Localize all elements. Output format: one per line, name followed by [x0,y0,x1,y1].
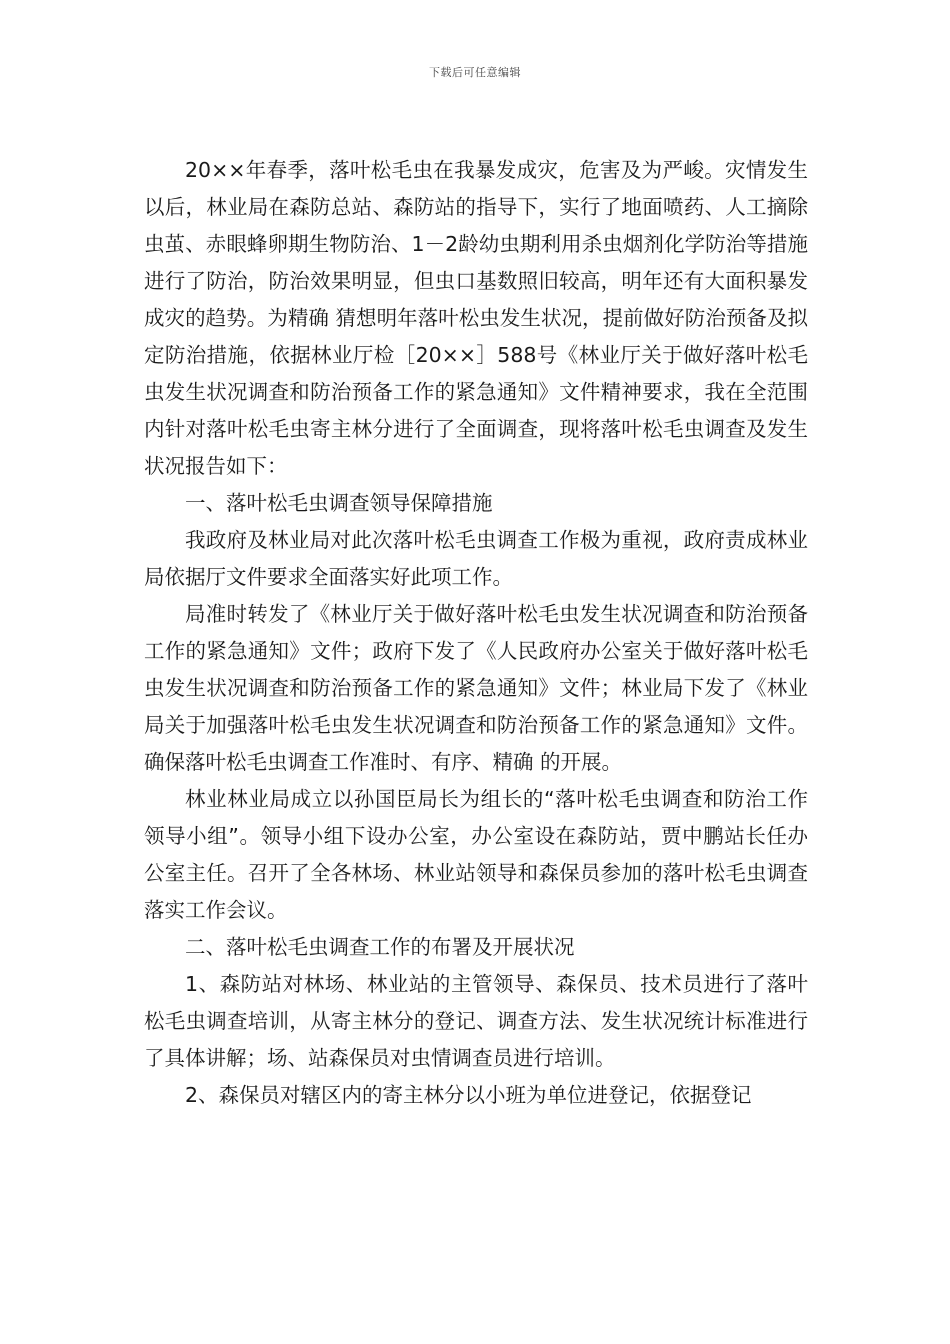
paragraph-intro: 20××年春季，落叶松毛虫在我暴发成灾，危害及为严峻。灾情发生以后，林业局在森防总站、森防站的指导下，实行了地面喷药、人工摘除虫茧、赤眼蜂卵期生物防治、1－2龄幼虫期利用杀虫烟剂化学防治等措施进行了防治，防治效果明显，但虫口基数照旧较高，明年还有大面积暴发成灾的趋势。为精确 猜想明年落叶松虫发生状况，提前做好防治预备及拟定防治措施，依据林业厅检［20××］588号《林业厅关于做好落叶松毛虫发生状况调查和防治预备工作的紧急通知》文件精神要求，我在全范围内针对落叶松毛虫寄主林分进行了全面调查，现将落叶松毛虫调查及发生状况报告如下： [144,158,808,478]
paragraph-section1-c: 林业林业局成立以孙国臣局长为组长的“落叶松毛虫调查和防治工作领导小组”。领导小组下设办公室，办公室设在森防站，贾中鹏站长任办公室主任。召开了全各林场、林业站领导和森保员参加的落叶松毛虫调查落实工作会议。 [144,787,808,922]
paragraph-section1-b: 局准时转发了《林业厅关于做好落叶松毛虫发生状况调查和防治预备工作的紧急通知》文件；政府下发了《人民政府办公室关于做好落叶松毛虫发生状况调查和防治预备工作的紧急通知》文件；林业局下发了《林业局关于加强落叶松毛虫发生状况调查和防治预备工作的紧急通知》文件。确保落叶松毛虫调查工作准时、有序、精确 的开展。 [144,602,808,774]
section-heading-2: 二、落叶松毛虫调查工作的布署及开展状况 [185,935,575,959]
section-heading-1: 一、落叶松毛虫调查领导保障措施 [185,491,493,515]
page-header-note: 下载后可任意编辑 [429,66,521,79]
document-body [144,152,808,1114]
paragraph-section2-item1: 1、森防站对林场、林业站的主管领导、森保员、技术员进行了落叶松毛虫调查培训，从寄主林分的登记、调查方法、发生状况统计标准进行了具体讲解；场、站森保员对虫情调查员进行培训。 [144,972,808,1070]
paragraph-section2-item2: 2、森保员对辖区内的寄主林分以小班为单位进登记，依据登记 [185,1083,752,1107]
paragraph-section1-a: 我政府及林业局对此次落叶松毛虫调查工作极为重视，政府责成林业局依据厅文件要求全面落实好此项工作。 [144,528,808,589]
